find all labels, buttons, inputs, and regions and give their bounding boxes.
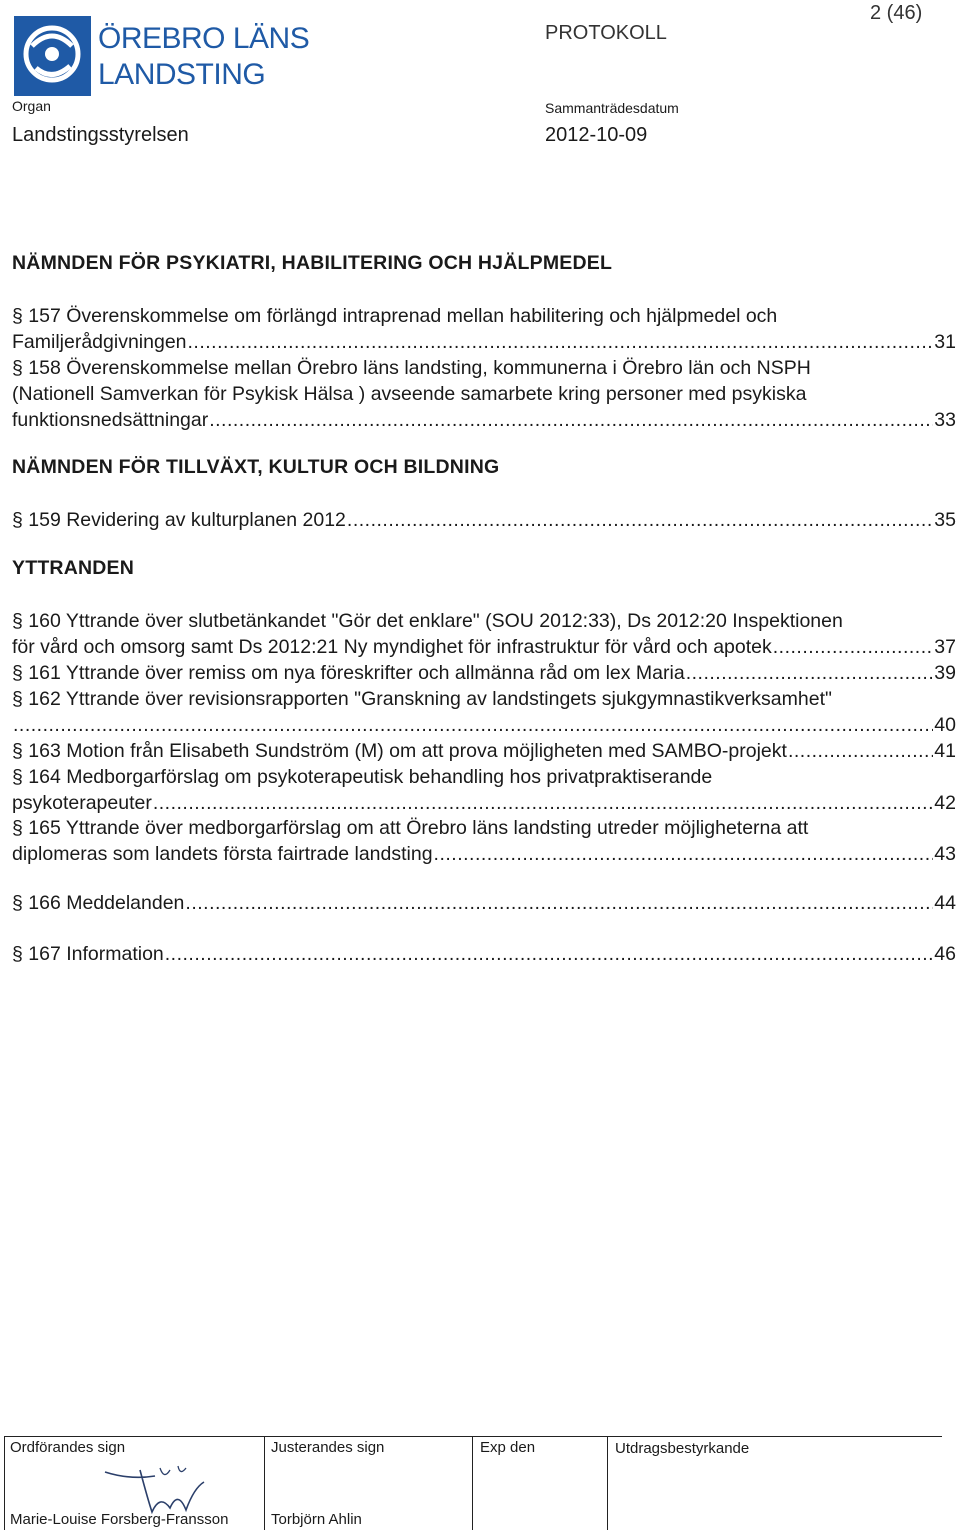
toc-page-number: 43 xyxy=(934,843,956,865)
toc-entry-line: § 158 Överenskommelse mellan Örebro läns landsting, kommunerna i Örebro län och NSPH xyxy=(12,357,811,379)
toc-entry-text: § 159 Revidering av kulturplanen 2012 xyxy=(12,509,346,531)
toc-page-number: 41 xyxy=(934,740,956,762)
dot-leader xyxy=(347,507,933,533)
certification-label: Utdragsbestyrkande xyxy=(615,1440,750,1457)
toc-page-number: 42 xyxy=(934,792,956,814)
dot-leader xyxy=(209,407,933,433)
dot-leader xyxy=(188,329,934,355)
toc-entry-157 xyxy=(12,303,956,355)
toc-entry-text: § 161 Yttrande över remiss om nya föreskrifter och allmänna råd om lex Maria xyxy=(12,662,685,684)
toc-page-number: 33 xyxy=(934,409,956,431)
toc-page-number: 46 xyxy=(934,943,956,965)
toc-page-number: 44 xyxy=(934,892,956,914)
toc-entry-line: (Nationell Samverkan för Psykisk Hälsa ) avseende samarbete kring personer med psykiska xyxy=(12,383,807,405)
landsting-logo-icon xyxy=(14,16,91,96)
toc-entry-159 xyxy=(12,507,956,533)
toc-entry-164 xyxy=(12,764,956,816)
toc-page-number: 39 xyxy=(934,662,956,684)
toc-entry-162 xyxy=(12,686,956,738)
org-name-line1: ÖREBRO LÄNS xyxy=(98,22,310,55)
dot-leader xyxy=(165,941,934,967)
adjuster-sign-label: Justerandes sign xyxy=(271,1439,385,1456)
toc-entry-text: Familjerådgivningen xyxy=(12,331,187,353)
toc-entry-167 xyxy=(12,941,956,967)
toc-entry-line: § 160 Yttrande över slutbetänkandet "Gör det enklare" (SOU 2012:33), Ds 2012:20 Inspektionen xyxy=(12,610,843,632)
toc-entry-161 xyxy=(12,660,956,686)
toc-entry-text: psykoterapeuter xyxy=(12,792,152,814)
toc-page-number: 40 xyxy=(934,714,956,736)
toc-entry-158 xyxy=(12,355,956,433)
toc-page-number: 31 xyxy=(934,331,956,353)
toc-entry-text: funktionsnedsättningar xyxy=(12,409,209,431)
toc-entry-text: för vård och omsorg samt Ds 2012:21 Ny myndighet för infrastruktur för vård och apotek xyxy=(12,636,772,658)
toc-entry-line: § 162 Yttrande över revisionsrapporten "Granskning av landstingets sjukgymnastikverksamhet" xyxy=(12,688,832,710)
org-name-line2: LANDSTING xyxy=(98,58,266,91)
doc-type: PROTOKOLL xyxy=(545,22,667,44)
dot-leader xyxy=(13,712,933,738)
footer-divider xyxy=(264,1436,265,1530)
exp-date-label: Exp den xyxy=(480,1439,536,1456)
date-label: Sammanträdesdatum xyxy=(545,100,679,116)
chair-name: Marie-Louise Forsberg-Fransson xyxy=(10,1511,229,1528)
footer-divider xyxy=(4,1436,5,1530)
dot-leader xyxy=(773,634,934,660)
toc-entry-163 xyxy=(12,738,956,764)
organ-label: Organ xyxy=(12,98,51,114)
toc-entry-line: § 164 Medborgarförslag om psykoterapeutisk behandling hos privatpraktiserande xyxy=(12,766,713,788)
toc-page-number: 37 xyxy=(934,636,956,658)
toc-entry-text: diplomeras som landets första fairtrade landsting xyxy=(12,843,433,865)
adjuster-name: Torbjörn Ahlin xyxy=(271,1511,362,1528)
toc-entry-line: § 165 Yttrande över medborgarförslag om att Örebro läns landsting utreder möjligheterna att xyxy=(12,817,809,839)
page-number: 2 (46) xyxy=(870,2,923,24)
toc-entry-text: § 166 Meddelanden xyxy=(12,892,185,914)
section-heading-psykiatri: NÄMNDEN FÖR PSYKIATRI, HABILITERING OCH HJÄLPMEDEL xyxy=(12,252,613,274)
toc-page-number: 35 xyxy=(934,509,956,531)
toc-entry-text: § 163 Motion från Elisabeth Sundström (M) om att prova möjligheten med SAMBO-projekt xyxy=(12,740,787,762)
toc-entry-160 xyxy=(12,608,956,660)
toc-entry-line: § 157 Överenskommelse om förlängd intraprenad mellan habilitering och hjälpmedel och xyxy=(12,305,778,327)
organ-value: Landstingsstyrelsen xyxy=(12,124,189,146)
footer-top-rule xyxy=(4,1436,942,1437)
dot-leader xyxy=(788,738,933,764)
footer-divider xyxy=(607,1436,608,1530)
toc-entry-166 xyxy=(12,890,956,916)
dot-leader xyxy=(185,890,933,916)
toc-entry-text: § 167 Information xyxy=(12,943,164,965)
date-value: 2012-10-09 xyxy=(545,124,648,146)
section-heading-yttranden: YTTRANDEN xyxy=(12,557,135,579)
section-heading-tillvaxt: NÄMNDEN FÖR TILLVÄXT, KULTUR OCH BILDNING xyxy=(12,456,500,478)
chair-sign-label: Ordförandes sign xyxy=(10,1439,126,1456)
dot-leader xyxy=(153,790,933,816)
dot-leader xyxy=(434,841,934,867)
footer-divider xyxy=(472,1436,473,1530)
toc-entry-165 xyxy=(12,815,956,867)
dot-leader xyxy=(686,660,934,686)
